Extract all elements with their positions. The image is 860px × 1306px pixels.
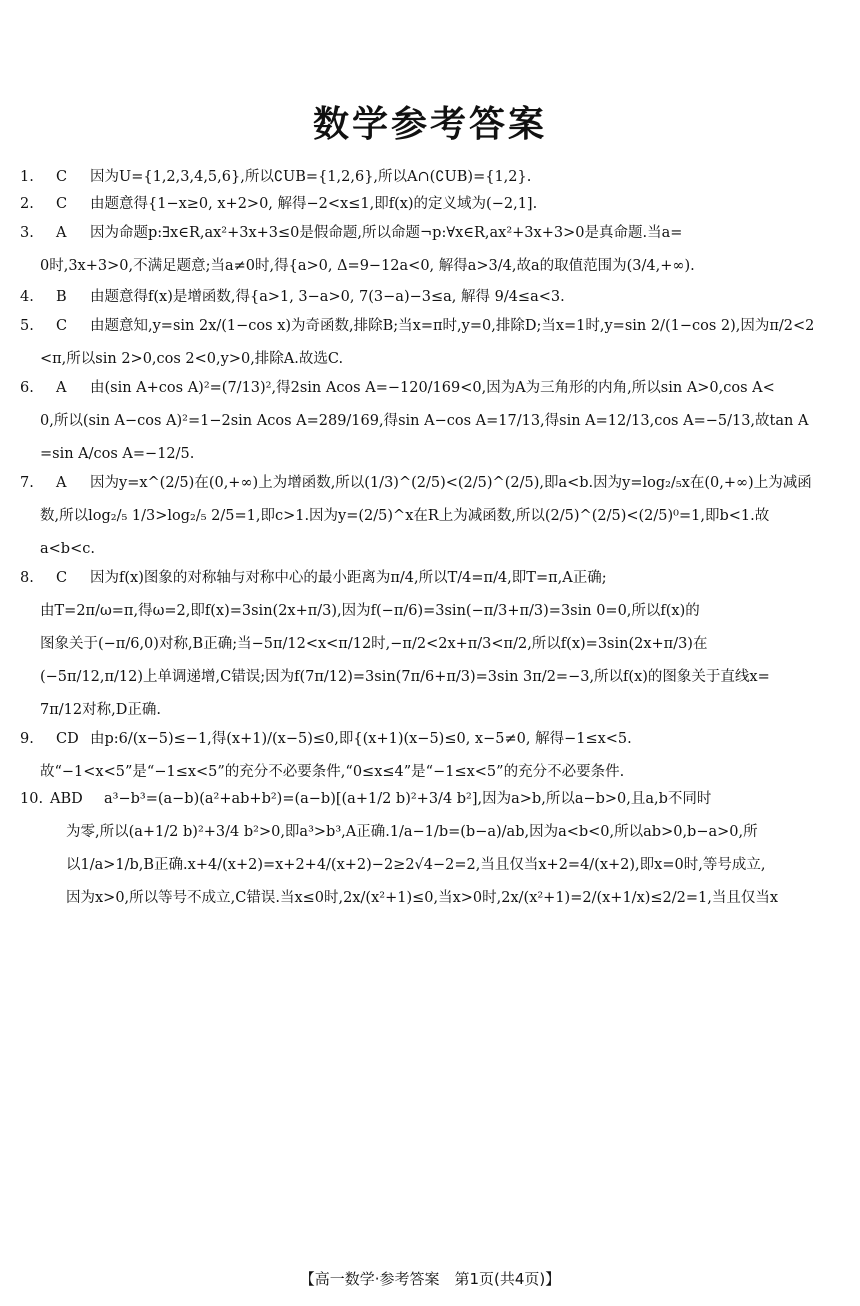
solution-line: 由题意得{1−x≥0, x+2>0, 解得−2<x≤1,即f(x)的定义域为(−2,1]. — [90, 196, 538, 212]
page-footer: 【高一数学·参考答案 第1页(共4页)】 — [299, 1270, 561, 1288]
answer-item — [20, 195, 842, 214]
answer-choice: A — [56, 225, 67, 241]
solution-line: 由(sin A+cos A)²=(7/13)²,得2sin Acos A=−120/169<0,因为A为三角形的内角,所以sin A>0,cos A< — [90, 380, 775, 396]
solution-line: 因为命题p:∃x∈R,ax²+3x+3≤0是假命题,所以命题¬p:∀x∈R,ax²+3x+3>0是真命题.当a= — [90, 225, 683, 241]
solution-line: 0时,3x+3>0,不满足题意;当a≠0时,得{a>0, Δ=9−12a<0, 解得a>3/4,故a的取值范围为(3/4,+∞). — [40, 258, 695, 274]
answer-item — [20, 379, 842, 464]
answer-item — [20, 317, 842, 369]
solution-line: a³−b³=(a−b)(a²+ab+b²)=(a−b)[(a+1/2 b)²+3/4 b²],因为a>b,所以a−b>0,且a,b不同时 — [104, 791, 712, 807]
answer-item — [20, 288, 842, 307]
page-title: 数学参考答案 — [312, 104, 547, 145]
solution-line: 故“−1<x<5”是“−1≤x<5”的充分不必要条件,“0≤x≤4”是“−1≤x<5”的充分不必要条件. — [40, 764, 625, 780]
answer-item — [20, 569, 842, 720]
answer-choice: C — [56, 570, 68, 586]
question-number: 2. — [20, 196, 34, 212]
solution-line: 由题意知,y=sin 2x/(1−cos x)为奇函数,排除B;当x=π时,y=0,排除D;当x=1时,y=sin 2/(1−cos 2),因为π/2<2 — [90, 318, 815, 334]
answer-item — [20, 730, 842, 782]
solution-line: 因为x>0,所以等号不成立,C错误.当x≤0时,2x/(x²+1)≤0,当x>0时,2x/(x²+1)=2/(x+1/x)≤2/2=1,当且仅当x — [66, 890, 779, 906]
solution-line: (−5π/12,π/12)上单调递增,C错误;因为f(7π/12)=3sin(7π/6+π/3)=3sin 3π/2=−3,所以f(x)的图象关于直线x= — [40, 669, 770, 685]
answer-choice: C — [56, 169, 68, 185]
answer-item — [20, 168, 842, 187]
solution-line: a<b<c. — [40, 541, 95, 557]
answer-choice: B — [56, 289, 67, 305]
solution-line: 由p:6/(x−5)≤−1,得(x+1)/(x−5)≤0,即{(x+1)(x−5)≤0, x−5≠0, 解得−1≤x<5. — [90, 731, 632, 747]
question-number: 6. — [20, 380, 34, 396]
solution-line: 0,所以(sin A−cos A)²=1−2sin Acos A=289/169,得sin A−cos A=17/13,得sin A=12/13,cos A=−5/13,故tan A — [40, 413, 809, 429]
solution-line: 数,所以log₂/₅ 1/3>log₂/₅ 2/5=1,即c>1.因为y=(2/5)^x在R上为减函数,所以(2/5)^(2/5)<(2/5)⁰=1,即b<1.故 — [40, 508, 770, 524]
solution-line: 为零,所以(a+1/2 b)²+3/4 b²>0,即a³>b³,A正确.1/a−1/b=(b−a)/ab,因为a<b<0,所以ab>0,b−a>0,所 — [66, 824, 758, 840]
question-number: 4. — [20, 289, 34, 305]
question-number: 10. — [20, 791, 44, 807]
answer-choice: A — [56, 380, 67, 396]
question-number: 9. — [20, 731, 34, 747]
answer-choice: CD — [56, 731, 79, 747]
solution-line: 由题意得f(x)是增函数,得{a>1, 3−a>0, 7(3−a)−3≤a, 解得 9/4≤a<3. — [90, 289, 565, 305]
solution-line: <π,所以sin 2>0,cos 2<0,y>0,排除A.故选C. — [40, 351, 344, 367]
solution-line: 因为U={1,2,3,4,5,6},所以∁UB={1,2,6},所以A∩(∁UB)={1,2}. — [90, 169, 532, 185]
answer-choice: A — [56, 475, 67, 491]
question-number: 5. — [20, 318, 34, 334]
solution-line: 由T=2π/ω=π,得ω=2,即f(x)=3sin(2x+π/3),因为f(−π/6)=3sin(−π/3+π/3)=3sin 0=0,所以f(x)的 — [40, 603, 700, 619]
question-number: 8. — [20, 570, 34, 586]
solution-line: 图象关于(−π/6,0)对称,B正确;当−5π/12<x<π/12时,−π/2<2x+π/3<π/2,所以f(x)=3sin(2x+π/3)在 — [40, 636, 708, 652]
solution-line: 因为f(x)图象的对称轴与对称中心的最小距离为π/4,所以T/4=π/4,即T=π,A正确; — [90, 570, 607, 586]
answer-item — [20, 474, 842, 559]
answer-choice: C — [56, 318, 68, 334]
solution-line: 以1/a>1/b,B正确.x+4/(x+2)=x+2+4/(x+2)−2≥2√4−2=2,当且仅当x+2=4/(x+2),即x=0时,等号成立, — [66, 857, 766, 873]
answer-choice: C — [56, 196, 68, 212]
question-number: 7. — [20, 475, 34, 491]
solution-line: =sin A/cos A=−12/5. — [40, 446, 195, 462]
question-number: 1. — [20, 169, 34, 185]
solution-line: 7π/12对称,D正确. — [40, 702, 161, 718]
answer-item — [20, 224, 842, 276]
question-number: 3. — [20, 225, 34, 241]
answer-choice: ABD — [50, 791, 83, 807]
answer-item — [20, 790, 842, 908]
answer-list — [20, 168, 842, 913]
solution-line: 因为y=x^(2/5)在(0,+∞)上为增函数,所以(1/3)^(2/5)<(2/5)^(2/5),即a<b.因为y=log₂/₅x在(0,+∞)上为减函 — [90, 475, 812, 491]
